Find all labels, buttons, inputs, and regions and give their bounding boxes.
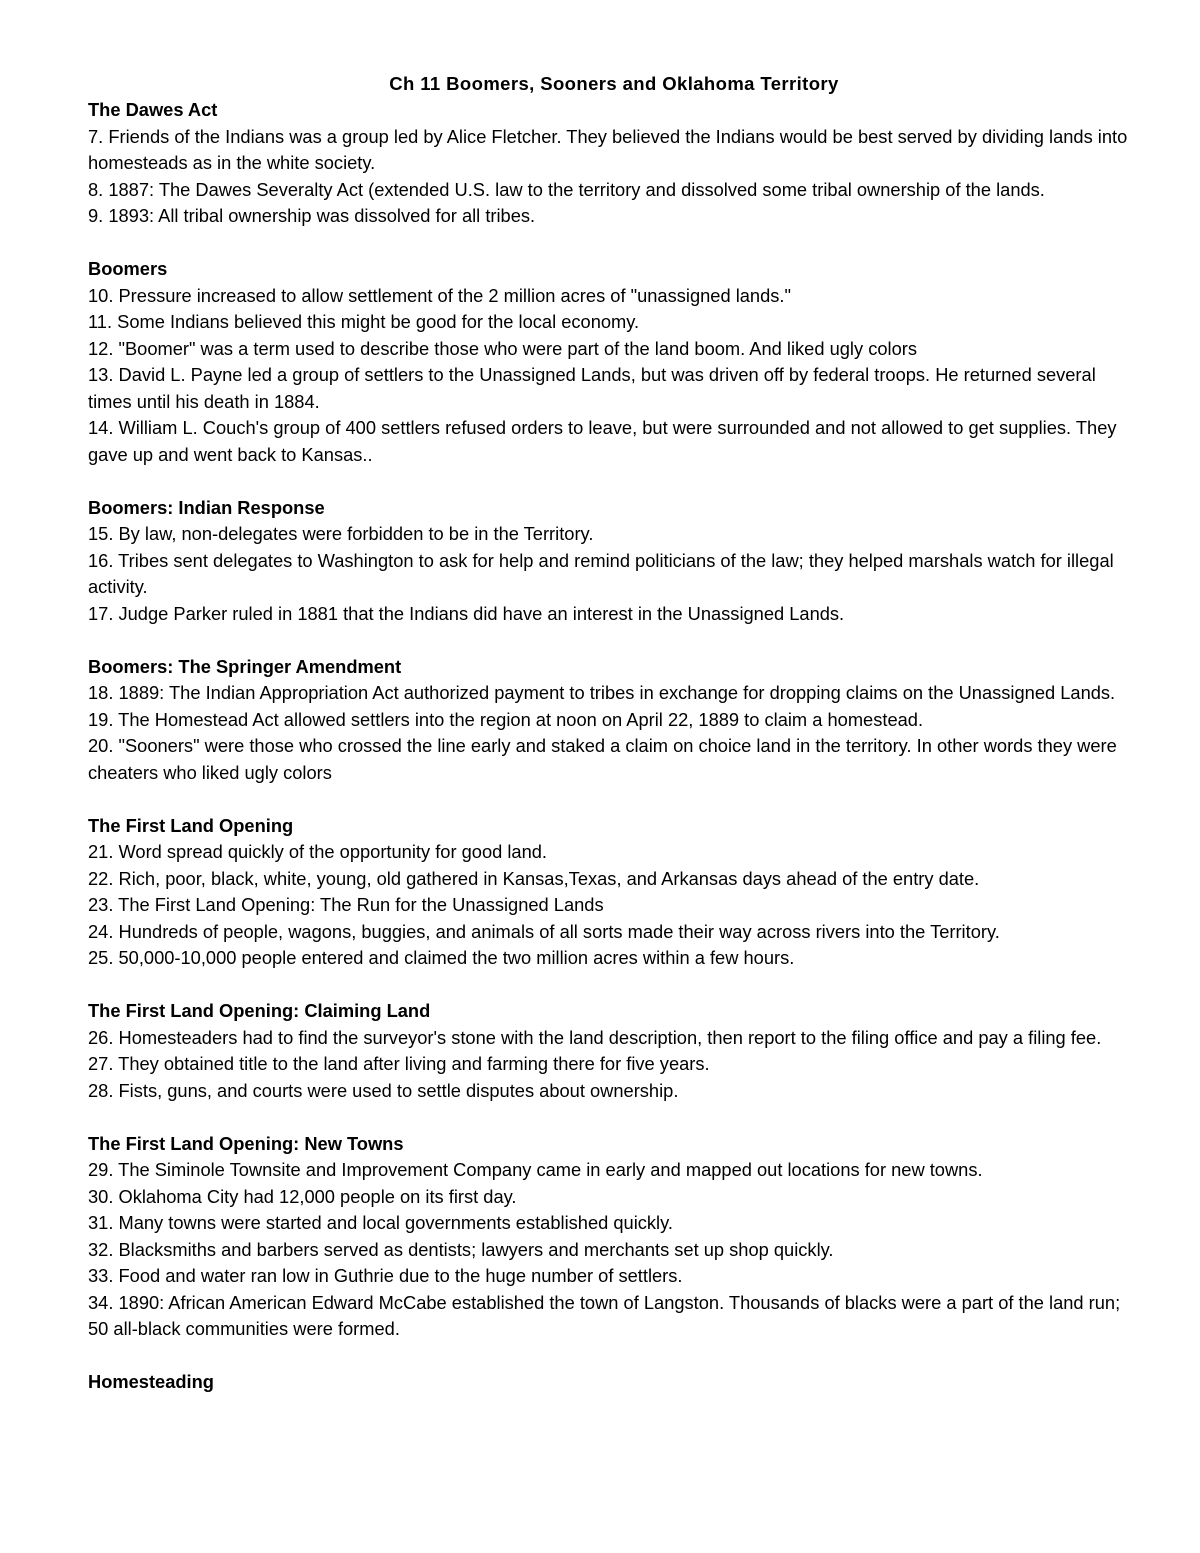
section: [88, 654, 1140, 787]
list-item: 27. They obtained title to the land after living and farming there for five years.: [88, 1053, 710, 1074]
document-page: [88, 70, 1140, 1396]
section: [88, 998, 1140, 1104]
list-item: 20. "Sooners" were those who crossed the line early and staked a claim on choice land in the territory. In other words they were cheaters who liked ugly colors: [88, 735, 1117, 783]
list-item: 28. Fists, guns, and courts were used to settle disputes about ownership.: [88, 1079, 679, 1101]
section-heading: Homesteading: [88, 1371, 214, 1392]
list-item: 12. "Boomer" was a term used to describe those who were part of the land boom. And liked ugly colors: [88, 337, 917, 359]
section-heading: The Dawes Act: [88, 99, 218, 120]
section-heading: Boomers: The Springer Amendment: [88, 655, 402, 677]
list-item: 26. Homesteaders had to find the surveyor's stone with the land description, then report to the filing office and pay a filing fee.: [88, 1026, 1102, 1048]
list-item: 14. William L. Couch's group of 400 settlers refused orders to leave, but were surrounded and not allowed to get supplies. They gave up and went back to Kansas..: [88, 417, 1117, 465]
list-item: 34. 1890: African American Edward McCabe established the town of Langston. Thousands of blacks were a part of the land run; 50 all-black communities were formed.: [88, 1291, 1121, 1339]
section-heading: The First Land Opening: New Towns: [88, 1132, 404, 1154]
list-item: 15. By law, non-delegates were forbidden to be in the Territory.: [88, 523, 594, 544]
list-item: 30. Oklahoma City had 12,000 people on its first day.: [88, 1185, 517, 1207]
list-item: 21. Word spread quickly of the opportunity for good land.: [88, 841, 548, 862]
document-title: Ch 11 Boomers, Sooners and Oklahoma Territory: [389, 73, 839, 94]
document-body: [88, 97, 1140, 1396]
list-item: 31. Many towns were started and local governments established quickly.: [88, 1212, 673, 1233]
list-item: 8. 1887: The Dawes Severalty Act (extended U.S. law to the territory and dissolved some tribal ownership of the lands.: [88, 178, 1045, 200]
list-item: 10. Pressure increased to allow settlement of the 2 million acres of "unassigned lands.": [88, 284, 791, 306]
list-item: 11. Some Indians believed this might be good for the local economy.: [88, 311, 640, 332]
list-item: 33. Food and water ran low in Guthrie due to the huge number of settlers.: [88, 1265, 683, 1286]
section-heading: The First Land Opening: Claiming Land: [88, 1000, 431, 1021]
section-heading: The First Land Opening: [88, 814, 294, 836]
section: [88, 1131, 1140, 1343]
section-heading: Boomers: [88, 258, 168, 279]
list-item: 17. Judge Parker ruled in 1881 that the Indians did have an interest in the Unassigned Lands.: [88, 602, 845, 624]
section: [88, 1369, 1140, 1396]
section: [88, 495, 1140, 628]
section: [88, 813, 1140, 972]
section: [88, 97, 1140, 230]
list-item: 9. 1893: All tribal ownership was dissolved for all tribes.: [88, 205, 536, 226]
list-item: 13. David L. Payne led a group of settlers to the Unassigned Lands, but was driven off by federal troops. He returned several times until his death in 1884.: [88, 364, 1096, 412]
list-item: 23. The First Land Opening: The Run for the Unassigned Lands: [88, 894, 604, 915]
list-item: 16. Tribes sent delegates to Washington to ask for help and remind politicians of the law; they helped marshals watch for illegal activity.: [88, 549, 1114, 597]
list-item: 32. Blacksmiths and barbers served as dentists; lawyers and merchants set up shop quickly.: [88, 1238, 834, 1260]
section: [88, 256, 1140, 468]
list-item: 7. Friends of the Indians was a group led by Alice Fletcher. They believed the Indians would be best served by dividing lands into homesteads as in the white society.: [88, 125, 1128, 173]
list-item: 22. Rich, poor, black, white, young, old gathered in Kansas,Texas, and Arkansas days ahead of the entry date.: [88, 867, 980, 889]
list-item: 18. 1889: The Indian Appropriation Act authorized payment to tribes in exchange for dropping claims on the Unassigned Lands.: [88, 682, 1116, 703]
list-item: 24. Hundreds of people, wagons, buggies, and animals of all sorts made their way across rivers into the Territory.: [88, 920, 1000, 942]
list-item: 29. The Siminole Townsite and Improvement Company came in early and mapped out locations for new towns.: [88, 1159, 983, 1180]
section-heading: Boomers: Indian Response: [88, 496, 325, 518]
list-item: 25. 50,000-10,000 people entered and claimed the two million acres within a few hours.: [88, 947, 795, 968]
list-item: 19. The Homestead Act allowed settlers into the region at noon on April 22, 1889 to claim a homestead.: [88, 708, 924, 730]
